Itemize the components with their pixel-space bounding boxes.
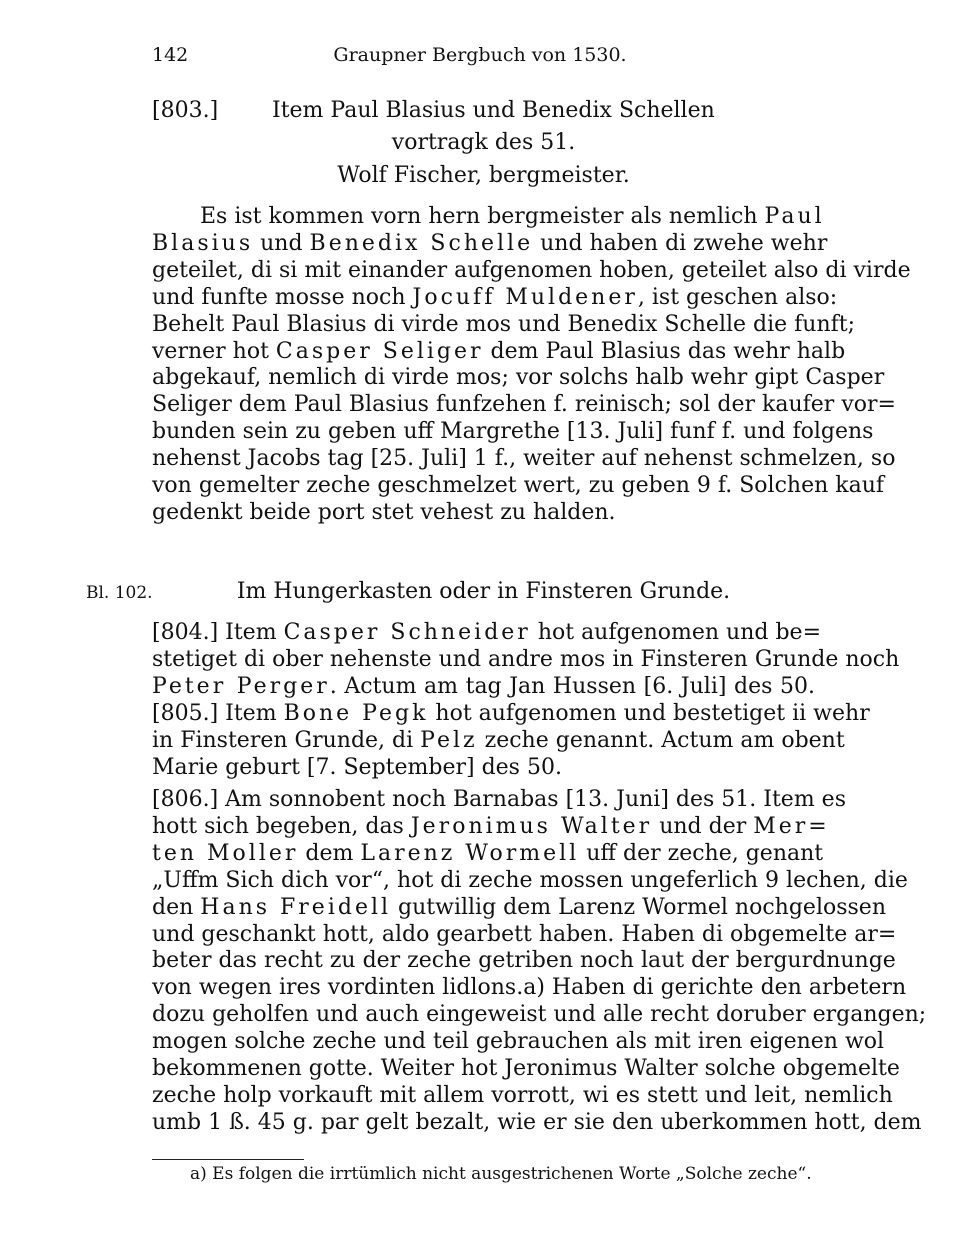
entry-line: den Hans Freidell gutwillig dem Larenz Wormel nochgelossen	[152, 895, 886, 920]
spaced-name: Jocuff Muldener	[412, 285, 638, 310]
entry-803-line: abgekauf, nemlich di virde mos; vor solchs halb wehr gipt Casper	[152, 365, 885, 390]
entry-803-line: bunden sein zu geben uff Margrethe [13. Juli] funf f. und folgens	[152, 419, 874, 444]
entry-line: Peter Perger. Actum am tag Jan Hussen [6. Juli] des 50.	[152, 674, 815, 699]
entry-line: beter das recht zu der zeche getriben noch laut der bergurdnunge	[152, 948, 896, 973]
folio-marker: Bl. 102.	[86, 583, 153, 603]
entry-803-line: Behelt Paul Blasius di virde mos und Benedix Schelle die funft;	[152, 312, 856, 337]
entry-line: und geschankt hott, aldo gearbett haben. Haben di obgemelte ar=	[152, 922, 897, 947]
spaced-name: Hans Freidell	[200, 895, 392, 920]
entry-803-title-row	[152, 97, 815, 124]
entry-line: [804.] Item Casper Schneider hot aufgenomen und be=	[152, 620, 822, 645]
entry-line: stetiget di ober nehenste und andre mos in Finsteren Grunde noch	[152, 647, 900, 672]
spaced-name: ten Moller	[152, 841, 299, 866]
entry-803-line: nehenst Jacobs tag [25. Juli] 1 f., weiter auf nehenst schmelzen, so	[152, 446, 896, 471]
entry-line: [806.] Am sonnobent noch Barnabas [13. Juni] des 51. Item es	[152, 787, 846, 812]
footnote-rule	[152, 1159, 304, 1160]
entry-803-number: [803.]	[152, 98, 219, 123]
entry-line: mogen solche zeche und teil gebrauchen als mit iren eigenen wol	[152, 1029, 885, 1054]
entry-line: [805.] Item Bone Pegk hot aufgenomen und bestetiget ii wehr	[152, 701, 870, 726]
entry-line: hott sich begeben, das Jeronimus Walter und der Mer=	[152, 814, 830, 839]
spaced-name: Larenz Wormell	[360, 841, 580, 866]
entry-803-line: und funfte mosse noch Jocuff Muldener, ist geschen also:	[152, 285, 838, 310]
entry-803-line: Seliger dem Paul Blasius funfzehen f. reinisch; sol der kaufer vor=	[152, 392, 896, 417]
spaced-name: Casper Schneider	[283, 620, 531, 645]
entry-803-title-line1: Item Paul Blasius und Benedix Schellen	[272, 98, 715, 123]
entry-line: Marie geburt [7. September] des 50.	[152, 755, 562, 780]
spaced-name: Bone Pegk	[283, 701, 429, 726]
entry-803-line: gedenkt beide port stet vehest zu halden.	[152, 500, 616, 525]
spaced-name: Paul	[764, 204, 825, 229]
entry-803-line: Blasius und Benedix Schelle und haben di zwehe wehr	[152, 231, 828, 256]
spaced-name: Jeronimus Walter	[410, 814, 653, 839]
spaced-name: Peter Perger	[152, 674, 330, 699]
entry-line: bekommenen gotte. Weiter hot Jeronimus Walter solche obgemelte	[152, 1056, 900, 1081]
section-heading: Im Hungerkasten oder in Finsteren Grunde.	[236, 579, 731, 604]
spaced-name: Blasius	[152, 231, 254, 256]
entry-line: von wegen ires vordinten lidlons.a) Haben di gerichte den arbetern	[152, 975, 907, 1000]
running-title: Graupner Bergbuch von 1530.	[333, 44, 627, 66]
footnote: a) Es folgen die irrtümlich nicht ausgestrichenen Worte „Solche zeche“.	[190, 1164, 812, 1184]
entry-line: umb 1 ß. 45 g. par gelt bezalt, wie er sie den uberkommen hott, dem	[152, 1110, 922, 1135]
entry-line: dozu geholfen und auch eingeweist und alle recht doruber ergangen;	[152, 1002, 927, 1027]
entry-803-line: Es ist kommen vorn hern bergmeister als nemlich Paul	[200, 204, 825, 229]
entry-803-line: geteilet, di si mit einander aufgenomen hoben, geteilet also di virde	[152, 258, 911, 283]
spaced-name: Benedix Schelle	[309, 231, 534, 256]
spaced-name: Mer=	[753, 814, 830, 839]
entry-803-title-line2: vortragk des 51.	[391, 130, 576, 155]
entry-803-line: von gemelter zeche geschmelzet wert, zu geben 9 f. Solchen kauf	[152, 473, 885, 498]
entry-line: in Finsteren Grunde, di Pelz zeche genannt. Actum am obent	[152, 728, 845, 753]
entry-line: „Uffm Sich dich vor“, hot di zeche mossen ungeferlich 9 lechen, die	[152, 868, 908, 893]
entry-line: zeche holp vorkauft mit allem vorrott, wi es stett und leit, nemlich	[152, 1083, 893, 1108]
entry-line: ten Moller dem Larenz Wormell uff der zeche, genant	[152, 841, 824, 866]
page-number: 142	[152, 44, 189, 66]
entry-803-title-line3: Wolf Fischer, bergmeister.	[337, 163, 630, 188]
spaced-name: Casper Seliger	[275, 339, 484, 364]
spaced-name: Pelz	[420, 728, 478, 753]
entry-803-line: verner hot Casper Seliger dem Paul Blasius das wehr halb	[152, 339, 846, 364]
